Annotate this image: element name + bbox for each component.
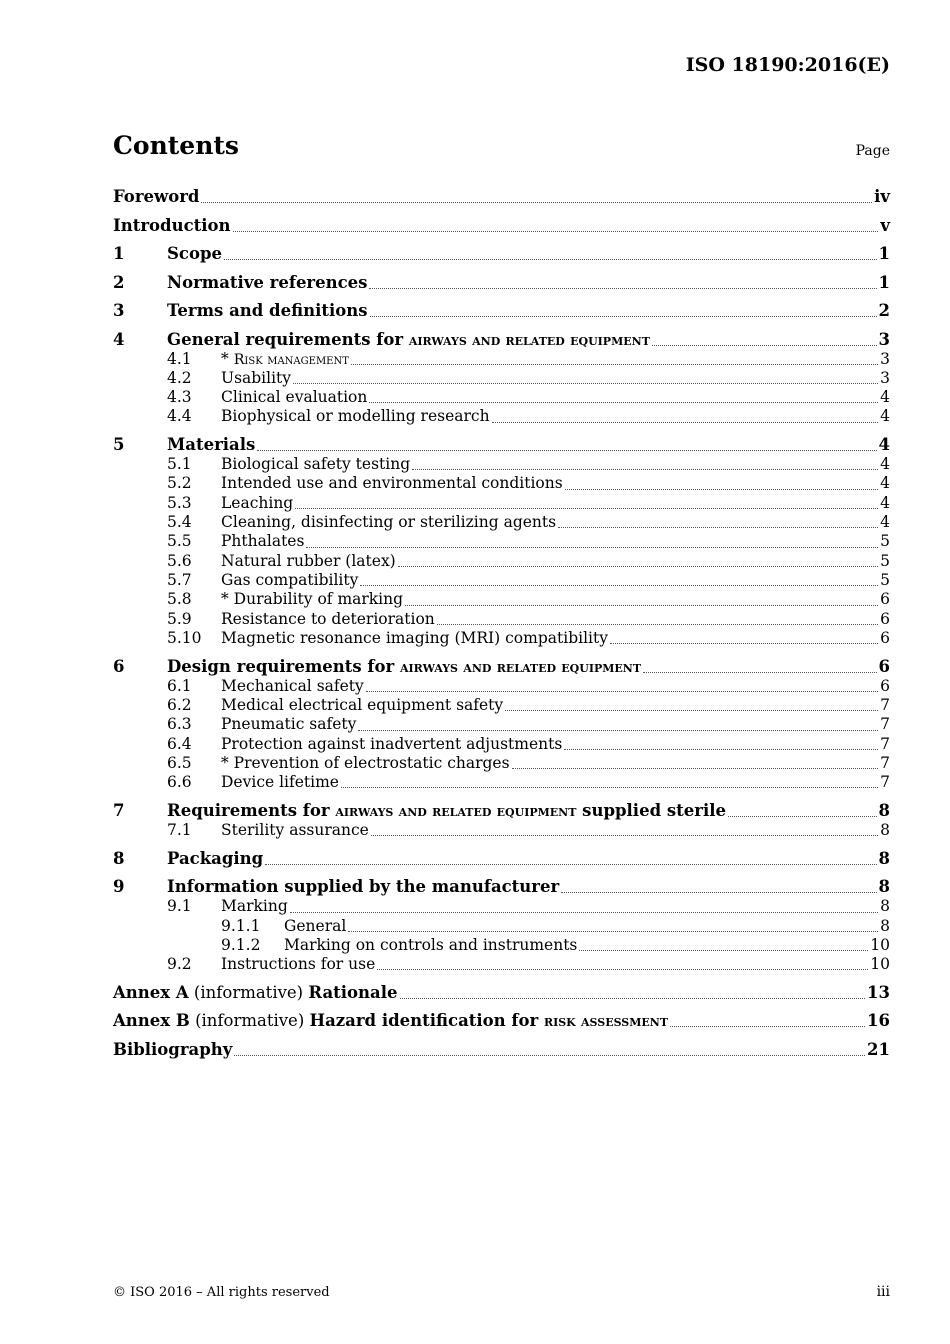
toc-entry-number: 5.4	[167, 513, 192, 532]
toc-entry-title: Usability	[221, 368, 292, 387]
toc-dot-leader	[492, 422, 879, 423]
toc-entry-title: Scope	[167, 244, 223, 263]
toc-dot-leader	[728, 816, 877, 817]
toc-dot-leader	[233, 231, 879, 232]
toc-dot-leader	[505, 710, 878, 711]
toc-dot-leader	[400, 998, 866, 999]
toc-entry[interactable]	[113, 388, 890, 407]
toc-entry[interactable]	[113, 773, 890, 792]
toc-entry-title: * Prevention of electrostatic charges	[221, 753, 510, 772]
toc-entry-number: 5	[113, 435, 125, 455]
toc-dot-leader	[201, 202, 872, 203]
toc-entry-number: 5.5	[167, 532, 192, 551]
toc-entry-title: Leaching	[221, 493, 294, 512]
toc-dot-leader	[224, 259, 877, 260]
toc-entry-page: 8	[878, 800, 890, 820]
toc-entry-title: Medical electrical equipment safety	[221, 695, 504, 714]
toc-entry-title: Requirements for airways and related equipment supplied sterile	[167, 800, 726, 820]
toc-entry[interactable]	[113, 236, 890, 265]
toc-entry-number: 5.6	[167, 551, 192, 570]
toc-dot-leader	[652, 345, 877, 346]
toc-entry-number: 6.4	[167, 734, 192, 753]
toc-entry[interactable]	[113, 590, 890, 609]
toc-entry[interactable]	[113, 754, 890, 773]
toc-entry-title: Annex A (informative) Rationale	[113, 982, 398, 1002]
toc-entry[interactable]	[113, 792, 890, 821]
toc-entry-page: 7	[880, 715, 890, 734]
toc-entry[interactable]	[113, 1031, 890, 1060]
table-of-contents	[113, 185, 890, 1060]
toc-entry[interactable]	[113, 513, 890, 532]
toc-entry[interactable]	[113, 532, 890, 551]
toc-entry-page: 7	[880, 734, 890, 753]
toc-entry[interactable]	[113, 648, 890, 677]
toc-entry[interactable]	[113, 629, 890, 648]
toc-entry-number: 3	[113, 301, 125, 320]
toc-dot-leader	[437, 624, 878, 625]
toc-entry-title: Phthalates	[221, 532, 305, 551]
toc-entry[interactable]	[113, 207, 890, 236]
toc-entry-page: iv	[874, 187, 890, 206]
toc-entry[interactable]	[113, 821, 890, 840]
toc-dot-leader	[341, 787, 878, 788]
toc-entry-number: 5.7	[167, 570, 192, 589]
toc-entry-number: 6.1	[167, 676, 192, 695]
toc-dot-leader	[293, 383, 878, 384]
toc-entry-page: 5	[880, 532, 890, 551]
toc-entry-page: 3	[878, 329, 890, 349]
toc-entry[interactable]	[113, 571, 890, 590]
toc-entry-title: Mechanical safety	[221, 676, 364, 695]
toc-entry-number: 6.5	[167, 753, 192, 772]
toc-entry[interactable]	[113, 735, 890, 754]
toc-entry-page: 6	[880, 676, 890, 695]
toc-dot-leader	[290, 912, 878, 913]
toc-entry[interactable]	[113, 955, 890, 974]
toc-entry-number: 5.3	[167, 493, 192, 512]
toc-entry-title: Introduction	[113, 215, 231, 235]
toc-entry[interactable]	[113, 974, 890, 1003]
toc-entry-page: 6	[880, 609, 890, 628]
toc-entry-number: 5.1	[167, 455, 192, 474]
toc-dot-leader	[512, 768, 879, 769]
toc-entry-title: Instructions for use	[221, 955, 376, 974]
toc-dot-leader	[370, 316, 877, 317]
toc-entry-page: 7	[880, 695, 890, 714]
toc-entry-number: 9	[113, 877, 125, 897]
toc-entry[interactable]	[113, 610, 890, 629]
toc-entry-number: 6.2	[167, 695, 192, 714]
toc-dot-leader	[369, 288, 876, 289]
toc-entry[interactable]	[113, 917, 890, 936]
toc-entry-page: 1	[878, 244, 890, 263]
toc-dot-leader	[351, 364, 878, 365]
toc-dot-leader	[348, 931, 878, 932]
toc-entry-page: 8	[880, 916, 890, 935]
toc-entry-title: Resistance to deterioration	[221, 609, 435, 628]
toc-entry-page: 4	[878, 435, 890, 455]
toc-entry-title: Pneumatic safety	[221, 715, 357, 734]
toc-entry-title: Cleaning, disinfecting or sterilizing agents	[221, 513, 557, 532]
toc-entry[interactable]	[113, 455, 890, 474]
toc-entry[interactable]	[113, 936, 890, 955]
toc-dot-leader	[405, 605, 878, 606]
toc-entry[interactable]	[113, 407, 890, 426]
toc-entry-number: 4	[113, 329, 125, 349]
toc-entry-title: Packaging	[167, 848, 264, 868]
toc-entry-number: 6.3	[167, 715, 192, 734]
toc-entry-number: 9.1.1	[221, 916, 261, 935]
toc-entry-page: 4	[880, 388, 890, 407]
toc-entry-number: 4.4	[167, 407, 192, 426]
toc-entry-number: 4.3	[167, 388, 192, 407]
footer-copyright: © ISO 2016 – All rights reserved	[113, 1285, 330, 1300]
toc-entry-number: 8	[113, 848, 125, 868]
toc-dot-leader	[579, 950, 868, 951]
toc-entry[interactable]	[113, 185, 890, 207]
toc-entry-page: 2	[878, 301, 890, 320]
toc-entry-title: Terms and definitions	[167, 301, 368, 320]
toc-entry-number: 4.2	[167, 368, 192, 387]
toc-entry[interactable]	[113, 552, 890, 571]
toc-dot-leader	[234, 1055, 865, 1056]
toc-entry-title: Design requirements for airways and related equipment	[167, 656, 642, 676]
toc-dot-leader	[398, 566, 878, 567]
toc-entry-number: 5.10	[167, 628, 202, 647]
toc-entry-page: v	[880, 215, 890, 235]
toc-entry-title: Annex B (informative) Hazard identification for risk assessment	[113, 1011, 669, 1031]
toc-entry-page: 10	[870, 955, 890, 974]
toc-entry-page: 4	[880, 513, 890, 532]
toc-entry-title: Marking	[221, 897, 288, 916]
toc-entry-title: Foreword	[113, 187, 200, 206]
toc-entry-page: 7	[880, 753, 890, 772]
toc-entry-title: Information supplied by the manufacturer	[167, 877, 560, 897]
toc-entry-page: 21	[867, 1039, 890, 1059]
toc-entry-page: 4	[880, 493, 890, 512]
toc-entry[interactable]	[113, 696, 890, 715]
toc-entry-page: 6	[880, 590, 890, 609]
page-title: Contents	[113, 131, 240, 160]
toc-entry-page: 7	[880, 773, 890, 792]
toc-entry[interactable]	[113, 494, 890, 513]
toc-entry-page: 8	[878, 848, 890, 868]
toc-entry-number: 5.2	[167, 474, 192, 493]
toc-dot-leader	[564, 749, 878, 750]
toc-entry-page: 4	[880, 407, 890, 426]
toc-dot-leader	[358, 730, 878, 731]
toc-entry-title: Marking on controls and instruments	[284, 935, 578, 954]
toc-entry-title: Gas compatibility	[221, 570, 359, 589]
toc-entry-page: 13	[867, 982, 890, 1002]
toc-entry-title: Materials	[167, 435, 256, 455]
toc-entry-page: 3	[880, 349, 890, 368]
toc-dot-leader	[643, 672, 876, 673]
toc-dot-leader	[265, 864, 876, 865]
toc-entry-title: Clinical evaluation	[221, 388, 368, 407]
toc-dot-leader	[565, 489, 878, 490]
toc-entry-number: 7.1	[167, 820, 192, 839]
toc-entry-number: 2	[113, 272, 125, 292]
toc-entry-page: 8	[880, 897, 890, 916]
toc-dot-leader	[561, 892, 876, 893]
toc-entry-number: 4.1	[167, 349, 192, 368]
toc-dot-leader	[306, 547, 878, 548]
toc-entry-page: 5	[880, 570, 890, 589]
toc-entry[interactable]	[113, 321, 890, 350]
toc-entry[interactable]	[113, 369, 890, 388]
toc-entry-number: 6.6	[167, 773, 192, 792]
toc-entry-title: Device lifetime	[221, 773, 339, 792]
toc-dot-leader	[412, 469, 878, 470]
toc-entry[interactable]	[113, 350, 890, 369]
toc-dot-leader	[360, 585, 878, 586]
toc-entry-number: 9.1	[167, 897, 192, 916]
toc-entry-title: Intended use and environmental conditions	[221, 474, 563, 493]
toc-entry-title: Normative references	[167, 272, 368, 292]
toc-entry-title: Magnetic resonance imaging (MRI) compatibility	[221, 628, 608, 647]
toc-entry-title: Biological safety testing	[221, 455, 411, 474]
toc-entry-number: 6	[113, 656, 125, 676]
toc-entry-page: 4	[880, 455, 890, 474]
toc-entry[interactable]	[113, 474, 890, 493]
toc-entry-title: General	[284, 916, 347, 935]
toc-entry-title: Protection against inadvertent adjustments	[221, 734, 563, 753]
document-id: ISO 18190:2016(E)	[685, 54, 890, 76]
toc-entry-page: 1	[878, 272, 890, 292]
page-column-label: Page	[855, 143, 890, 159]
toc-entry-title: Sterility assurance	[221, 820, 369, 839]
toc-entry-page: 6	[878, 656, 890, 676]
toc-entry-title: Natural rubber (latex)	[221, 551, 396, 570]
toc-entry-page: 4	[880, 474, 890, 493]
toc-entry[interactable]	[113, 293, 890, 322]
toc-dot-leader	[670, 1026, 865, 1027]
toc-entry[interactable]	[113, 1003, 890, 1032]
toc-entry-page: 5	[880, 551, 890, 570]
toc-entry-title: Biophysical or modelling research	[221, 407, 490, 426]
toc-entry-page: 3	[880, 368, 890, 387]
toc-entry[interactable]	[113, 427, 890, 456]
toc-entry-number: 9.2	[167, 955, 192, 974]
toc-entry-title: * Risk management	[221, 349, 349, 368]
footer-page-number: iii	[876, 1284, 890, 1300]
toc-dot-leader	[371, 835, 878, 836]
toc-entry[interactable]	[113, 677, 890, 696]
toc-entry[interactable]	[113, 264, 890, 293]
toc-dot-leader	[295, 508, 878, 509]
toc-entry-number: 9.1.2	[221, 935, 261, 954]
toc-entry[interactable]	[113, 715, 890, 734]
toc-entry[interactable]	[113, 869, 890, 898]
toc-entry-number: 1	[113, 244, 125, 263]
toc-entry-page: 6	[880, 628, 890, 647]
toc-entry-page: 8	[880, 820, 890, 839]
toc-dot-leader	[377, 969, 868, 970]
toc-entry-number: 7	[113, 800, 125, 820]
toc-dot-leader	[257, 450, 876, 451]
toc-dot-leader	[610, 643, 878, 644]
toc-dot-leader	[369, 402, 878, 403]
toc-entry-page: 16	[867, 1011, 890, 1031]
toc-entry[interactable]	[113, 840, 890, 869]
toc-dot-leader	[366, 691, 878, 692]
toc-dot-leader	[558, 527, 878, 528]
toc-entry-title: Bibliography	[113, 1039, 233, 1059]
toc-entry-page: 8	[878, 877, 890, 897]
toc-entry[interactable]	[113, 897, 890, 916]
toc-entry-title: General requirements for airways and related equipment	[167, 329, 650, 349]
toc-entry-number: 5.9	[167, 609, 192, 628]
toc-entry-title: * Durability of marking	[221, 590, 404, 609]
toc-entry-page: 10	[870, 935, 890, 954]
toc-entry-number: 5.8	[167, 590, 192, 609]
